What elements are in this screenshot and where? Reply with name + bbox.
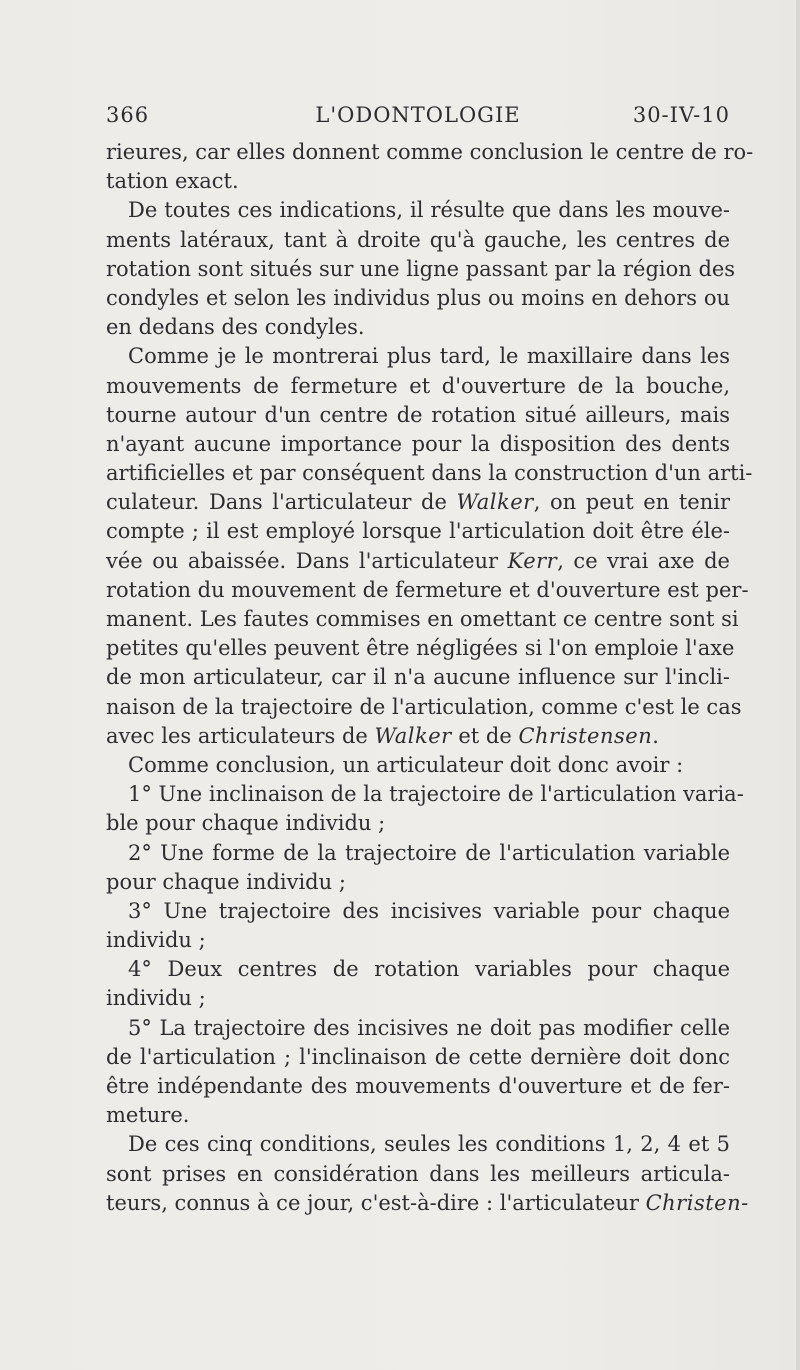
text-run: artificielles et par conséquent dans la construction d'un arti- bbox=[106, 461, 753, 486]
text-run: individu ; bbox=[106, 928, 206, 953]
text-run: en dedans des condyles. bbox=[106, 315, 365, 340]
text-line bbox=[106, 809, 730, 838]
text-run: meture. bbox=[106, 1103, 190, 1128]
text-line bbox=[106, 576, 749, 605]
text-run: teurs, connus à ce jour, c'est-à-dire : l'articulateur bbox=[106, 1190, 646, 1215]
text-run: , on peut en tenir bbox=[533, 490, 730, 515]
text-run: 1° Une inclinaison de la trajectoire de l'articulation varia- bbox=[128, 782, 744, 807]
text-run: mouvements de fermeture et d'ouverture de la bouche, bbox=[106, 373, 730, 398]
text-run: de mon articulateur, car il n'a aucune influence sur l'incli- bbox=[106, 665, 730, 690]
text-line bbox=[106, 401, 730, 430]
text-line bbox=[106, 342, 730, 371]
text-run: culateur. Dans l'articulateur de bbox=[106, 490, 457, 515]
text-run: et de bbox=[451, 723, 519, 748]
text-line bbox=[106, 459, 753, 488]
italic-name: Walker bbox=[456, 490, 534, 515]
text-run: ble pour chaque individu ; bbox=[106, 811, 386, 836]
text-line bbox=[106, 897, 730, 926]
text-line bbox=[106, 138, 754, 167]
text-line bbox=[106, 488, 730, 517]
italic-name: Walker bbox=[374, 723, 452, 748]
text-line bbox=[106, 255, 736, 284]
text-run: 3° Une trajectoire des incisives variable pour chaque bbox=[128, 898, 730, 923]
text-run: . bbox=[652, 723, 659, 748]
text-line bbox=[106, 955, 730, 984]
text-run: ments latéraux, tant à droite qu'à gauche, les centres de bbox=[106, 227, 730, 252]
text-line bbox=[106, 693, 742, 722]
text-line bbox=[106, 1130, 730, 1159]
text-line bbox=[106, 1072, 730, 1101]
text-line bbox=[106, 430, 730, 459]
text-run: Comme je le montrerai plus tard, le maxillaire dans les bbox=[128, 344, 730, 369]
text-line bbox=[106, 839, 730, 868]
text-line bbox=[106, 196, 730, 225]
issue-date: 30-IV-10 bbox=[632, 103, 730, 127]
text-run: être indépendante des mouvements d'ouverture et de fer- bbox=[106, 1074, 730, 1098]
text-run: Comme conclusion, un articulateur doit donc avoir : bbox=[128, 752, 684, 777]
text-line bbox=[106, 372, 730, 401]
italic-name: Christen- bbox=[645, 1190, 749, 1215]
text-run: rotation du mouvement de fermeture et d'ouverture est per- bbox=[106, 577, 749, 602]
text-run: petites qu'elles peuvent être négligées si l'on emploie l'axe bbox=[106, 636, 735, 661]
text-run: pour chaque individu ; bbox=[106, 869, 346, 894]
running-header bbox=[106, 100, 730, 130]
text-run: n'ayant aucune importance pour la disposition des dents bbox=[106, 431, 730, 456]
running-title: L'ODONTOLOGIE bbox=[315, 103, 521, 127]
text-line bbox=[106, 226, 730, 255]
text-line bbox=[106, 780, 744, 809]
text-line bbox=[106, 313, 730, 342]
text-run: condyles et selon les individus plus ou moins en dehors ou bbox=[106, 285, 730, 310]
text-run: tourne autour d'un centre de rotation situé ailleurs, mais bbox=[106, 402, 730, 427]
text-run: 4° Deux centres de rotation variables pour chaque bbox=[128, 957, 730, 982]
text-line bbox=[106, 984, 730, 1013]
italic-name: Kerr bbox=[507, 548, 558, 573]
text-run: sont prises en considération dans les meilleurs articula- bbox=[106, 1161, 730, 1186]
text-run: De toutes ces indications, il résulte que dans les mouve- bbox=[128, 198, 730, 223]
italic-name: Christensen bbox=[518, 723, 653, 748]
text-line bbox=[106, 1160, 730, 1189]
text-line bbox=[106, 167, 730, 196]
text-line bbox=[106, 1189, 749, 1218]
text-line bbox=[106, 663, 730, 692]
text-line bbox=[106, 517, 730, 546]
text-run: 5° La trajectoire des incisives ne doit pas modifier celle bbox=[128, 1015, 730, 1040]
text-line bbox=[106, 1043, 730, 1072]
text-line bbox=[106, 634, 735, 663]
text-line bbox=[106, 284, 730, 313]
page-number: 366 bbox=[106, 103, 150, 127]
page-edge bbox=[796, 0, 800, 1370]
text-run: De ces cinq conditions, seules les conditions 1, 2, 4 et 5 bbox=[128, 1132, 730, 1157]
text-line bbox=[106, 1101, 730, 1130]
text-run: avec les articulateurs de bbox=[106, 723, 375, 748]
text-line bbox=[106, 722, 730, 751]
text-line bbox=[106, 1014, 730, 1043]
text-run: vée ou abaissée. Dans l'articulateur bbox=[106, 548, 508, 573]
text-line bbox=[106, 605, 739, 634]
text-run: 2° Une forme de la trajectoire de l'articulation variable bbox=[128, 840, 730, 865]
text-run: de l'articulation ; l'inclinaison de cette dernière doit donc bbox=[106, 1044, 730, 1069]
text-run: individu ; bbox=[106, 986, 206, 1011]
text-line bbox=[106, 926, 730, 955]
text-run: , ce vrai axe de bbox=[557, 548, 730, 573]
text-line bbox=[106, 547, 730, 576]
text-run: rotation sont situés sur une ligne passant par la région des bbox=[106, 256, 736, 281]
text-run: naison de la trajectoire de l'articulation, comme c'est le cas bbox=[106, 694, 742, 719]
text-run: manent. Les fautes commises en omettant ce centre sont si bbox=[106, 607, 739, 631]
text-line bbox=[106, 751, 730, 780]
body-text bbox=[106, 138, 754, 1218]
text-run: rieures, car elles donnent comme conclusion le centre de ro- bbox=[106, 140, 754, 164]
text-line bbox=[106, 868, 730, 897]
text-run: tation exact. bbox=[106, 169, 239, 194]
text-run: compte ; il est employé lorsque l'articulation doit être éle- bbox=[106, 519, 730, 544]
